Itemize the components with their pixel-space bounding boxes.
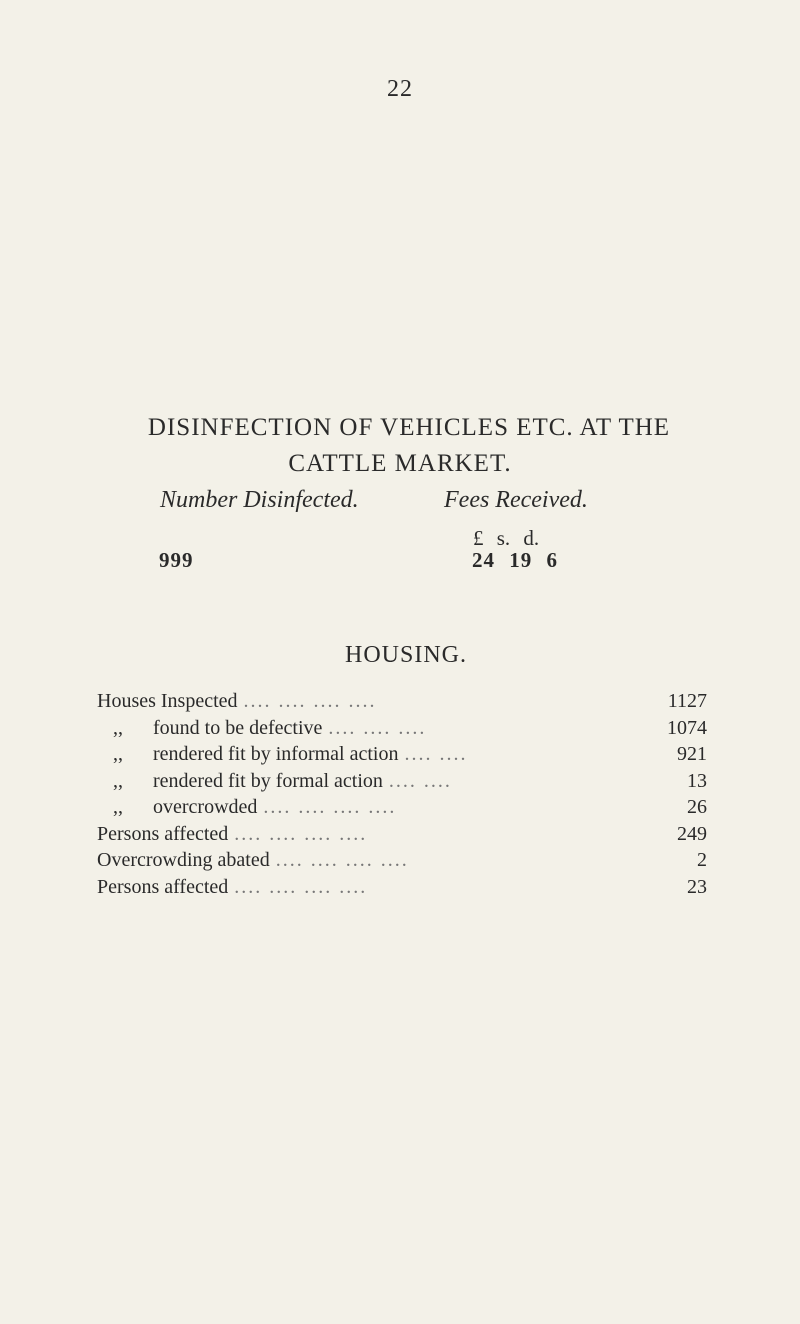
disinfection-title-line2: CATTLE MARKET. (288, 450, 512, 477)
ditto-mark: ,, (113, 743, 123, 765)
housing-table (97, 690, 707, 902)
housing-row (97, 876, 707, 903)
ditto-mark: ,, (113, 716, 123, 739)
row-label: Houses Inspected (97, 690, 238, 712)
leader-dots: .... .... (404, 743, 468, 765)
fees-received-value: 24 19 6 (472, 548, 558, 572)
housing-title: HOUSING. (345, 642, 467, 668)
housing-row (97, 690, 707, 717)
leader-dots: .... .... .... (328, 716, 427, 739)
leader-dots: .... .... .... .... (263, 796, 397, 818)
row-value: 249 (677, 822, 707, 845)
ditto-mark: ,, (113, 796, 123, 818)
housing-row (97, 823, 707, 850)
housing-row (97, 796, 707, 823)
leader-dots: .... .... .... .... (243, 690, 377, 712)
ditto-mark: ,, (113, 769, 123, 792)
row-value: 13 (687, 769, 707, 792)
row-label: Persons affected (97, 875, 229, 898)
housing-row (97, 849, 707, 876)
disinfection-title-line1: DISINFECTION OF VEHICLES ETC. AT THE (147, 414, 671, 441)
row-value: 23 (687, 875, 707, 898)
row-label: Persons affected (97, 822, 229, 845)
row-label: found to be defective (153, 716, 323, 739)
row-value: 921 (677, 743, 707, 765)
row-label: rendered fit by informal action (153, 743, 399, 765)
disinfection-heading (0, 410, 800, 482)
row-value: 1127 (667, 690, 707, 712)
leader-dots: .... .... .... .... (234, 875, 368, 898)
housing-row (97, 743, 707, 770)
currency-units: £ s. d. (473, 526, 540, 550)
row-label: Overcrowding abated (97, 849, 270, 871)
row-value: 26 (687, 796, 707, 818)
row-label: rendered fit by formal action (153, 769, 383, 792)
row-value: 1074 (667, 716, 707, 739)
leader-dots: .... .... (388, 769, 452, 792)
row-value: 2 (697, 849, 707, 871)
housing-row (97, 717, 707, 744)
housing-row (97, 770, 707, 797)
page-number: 22 (387, 76, 413, 102)
number-disinfected-value: 999 (159, 548, 194, 572)
fees-received-header: Fees Received. (444, 487, 588, 513)
leader-dots: .... .... .... .... (275, 849, 409, 871)
leader-dots: .... .... .... .... (234, 822, 368, 845)
number-disinfected-header: Number Disinfected. (160, 487, 359, 513)
row-label: overcrowded (153, 796, 258, 818)
